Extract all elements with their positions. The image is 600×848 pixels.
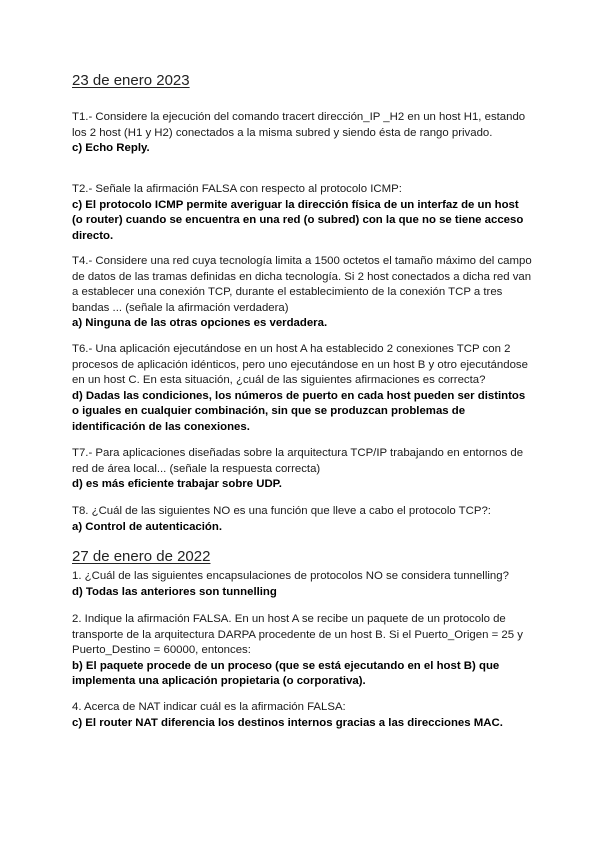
section-heading-2023: 23 de enero 2023 [72, 72, 190, 89]
question-text: 2. Indique la afirmación FALSA. En un host A se recibe un paquete de un protocolo de transporte de la arquitectura DARPA procedente de un host B. Si el Puerto_Origen = 25 y Puerto_Destino = 60000, entonces: [72, 613, 523, 657]
question-text: 1. ¿Cuál de las siguientes encapsulaciones de protocolos NO se considera tunnelling? [72, 570, 509, 582]
answer-text: a) Ninguna de las otras opciones es verdadera. [72, 317, 328, 330]
question-text: 4. Acerca de NAT indicar cuál es la afirmación FALSA: [72, 701, 346, 713]
answer-text: a) Control de autenticación. [72, 520, 222, 533]
answer-text: c) Echo Reply. [72, 142, 150, 155]
question-block-t8 [72, 504, 532, 535]
question-text: T2.- Señale la afirmación FALSA con respecto al protocolo ICMP: [72, 183, 402, 195]
answer-text: c) El router NAT diferencia los destinos internos gracias a las direcciones MAC. [72, 716, 503, 729]
answer-text: d) Todas las anteriores son tunnelling [72, 585, 277, 598]
question-block-t2 [72, 182, 532, 244]
question-block-1 [72, 569, 532, 600]
question-block-t1 [72, 110, 532, 157]
question-block-t7 [72, 446, 532, 493]
section-heading-2022: 27 de enero de 2022 [72, 548, 211, 565]
answer-text: d) Dadas las condiciones, los números de puerto en cada host pueden ser distintos o iguales en cualquier combinación, sin que se produzcan problemas de identificación de las conexiones. [72, 389, 526, 433]
question-block-t6 [72, 342, 532, 436]
question-text: T1.- Considere la ejecución del comando tracert dirección_IP _H2 en un host H1, estando los 2 host (H1 y H2) conectados a la misma subred y siendo ésta de rango privado. [72, 111, 526, 139]
answer-text: b) El paquete procede de un proceso (que se está ejecutando en el host B) que implementa una aplicación propietaria (o corporativa). [72, 659, 500, 688]
answer-text: c) El protocolo ICMP permite averiguar la dirección física de un interfaz de un host (o router) cuando se encuentra en una red (o subred) con la que no se tiene acceso directo. [72, 198, 524, 242]
question-block-4 [72, 700, 532, 731]
question-block-t4 [72, 254, 532, 332]
question-text: T7.- Para aplicaciones diseñadas sobre la arquitectura TCP/IP trabajando en entornos de red de área local... (señale la respuesta correcta) [72, 447, 524, 475]
question-block-2 [72, 612, 532, 690]
answer-text: d) es más eficiente trabajar sobre UDP. [72, 478, 282, 491]
question-text: T4.- Considere una red cuya tecnología limita a 1500 octetos el tamaño máximo del campo de datos de las tramas definidas en dicha tecnología. Si 2 host conectados a dicha red van a establecer una conexión TCP, durante el establecimiento de la conexión TCP a tres bandas ... (señale la afirmación verdadera) [72, 255, 532, 314]
question-text: T6.- Una aplicación ejecutándose en un host A ha establecido 2 conexiones TCP con 2 procesos de aplicación idénticos, pero uno ejecutándose en un host B y otro ejecutándose en un host C. En esta situación, ¿cuál de las siguientes afirmaciones es correcta? [72, 343, 528, 387]
question-text: T8. ¿Cuál de las siguientes NO es una función que lleve a cabo el protocolo TCP?: [72, 505, 491, 517]
